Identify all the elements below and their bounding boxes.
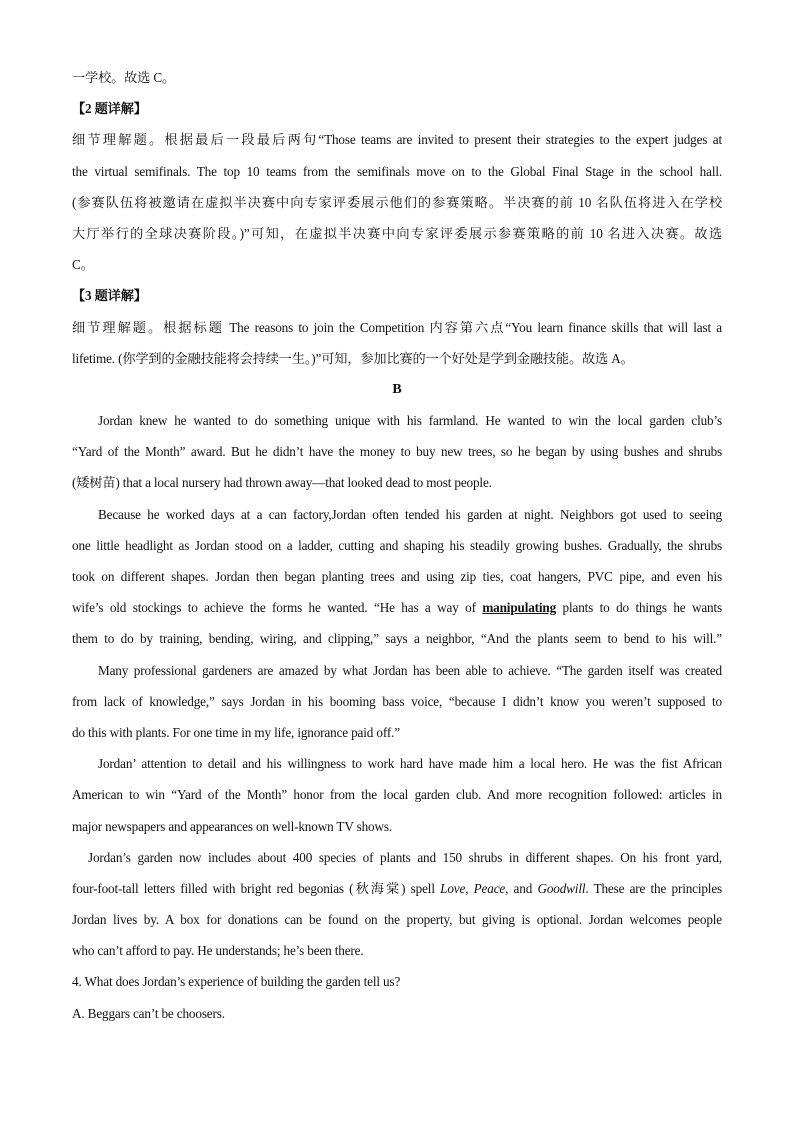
text-line: lifetime. (你学到的金融技能将会持续一生。)”可知，参加比赛的一个好处是学到金融技能。故选 A。 [72, 350, 634, 366]
text-line: C。 [72, 257, 94, 273]
section-heading: 【2 题详解】 [72, 101, 147, 117]
text-line: major newspapers and appearances on well-known TV shows. [72, 818, 392, 834]
text-line [72, 873, 722, 904]
text-line: 一学校。故选 C。 [72, 70, 176, 85]
text-line: (矮树苗) that a local nursery had thrown away—that looked dead to most people. [72, 475, 492, 491]
text-line: the virtual semifinals. The top 10 teams from the semifinals move on to the Global Final Stage in the school hall. [72, 163, 722, 179]
text-line: Jordan lives by. A box for donations can be found on the property, but giving is optional. Jordan welcomes people [72, 912, 722, 928]
text-line: took on different shapes. Jordan then began planting trees and using zip ties, coat hangers, PVC pipe, and even his [72, 569, 722, 584]
text-line: from lack of knowledge,” says Jordan in his booming bass voice, “because I didn’t know you weren’t supposed to [72, 693, 722, 709]
text-segment: , and [505, 880, 538, 896]
text-segment: . These are the principles [585, 880, 722, 896]
answer-option: A. Beggars can’t be choosers. [72, 1005, 225, 1021]
text-line: “Yard of the Month” award. But he didn’t have the money to buy new trees, so he began by using bushes and shrubs [72, 444, 722, 460]
text-line: 大厅举行的全球决赛阶段。)”可知，在虚拟半决赛中向专家评委展示参赛策略的前 10 名进入决赛。故选 [72, 225, 722, 241]
text-line: Jordan knew he wanted to do something unique with his farmland. He wanted to win the local garden club’s [98, 413, 722, 429]
text-line: 细节理解题。根据标题 The reasons to join the Competition 内容第六点“You learn finance skills that will last a [72, 319, 722, 335]
text-segment: wife’s old stockings to achieve the forms he wanted. “He has a way of [72, 600, 483, 616]
document-page [72, 62, 722, 1029]
question-text: 4. What does Jordan’s experience of building the garden tell us? [72, 974, 401, 990]
text-line: Jordan’ attention to detail and his willingness to work hard have made him a local hero. He was the fist African [98, 756, 722, 772]
text-line: one little headlight as Jordan stood on a ladder, cutting and shaping his steadily growing bushes. Gradually, the shrubs [72, 537, 722, 553]
text-segment: , [465, 880, 474, 896]
italic-word: Peace [473, 880, 506, 896]
text-line: Jordan’s garden now includes about 400 species of plants and 150 shrubs in different shapes. On his front yard, [88, 849, 722, 865]
italic-word: Love [440, 880, 466, 896]
text-line: 细节理解题。根据最后一段最后两句“Those teams are invited to present their strategies to the expert judges at [72, 132, 722, 148]
text-segment: four-foot-tall letters filled with bright red begonias (秋海棠) spell [72, 880, 441, 896]
italic-word: Goodwill [537, 880, 586, 896]
text-line: who can’t afford to pay. He understands; he’s been there. [72, 943, 364, 959]
text-line: Because he worked days at a can factory,Jordan often tended his garden at night. Neighbors got used to seeing [98, 506, 722, 522]
text-line: them to do by training, bending, wiring, and clipping,” says a neighbor, “And the plants seem to bend to his will.” [72, 631, 722, 647]
text-line: do this with plants. For one time in my life, ignorance paid off.” [72, 724, 400, 740]
passage-title: B [392, 381, 402, 397]
text-line: Many professional gardeners are amazed by what Jordan has been able to achieve. “The garden itself was created [98, 662, 722, 678]
text-line: (参赛队伍将被邀请在虚拟半决赛中向专家评委展示他们的参赛策略。半决赛的前 10 名队伍将进入在学校 [72, 194, 722, 210]
underlined-word: manipulating [482, 600, 557, 616]
text-line: American to win “Yard of the Month” honor from the local garden club. And more recognition followed: articles in [72, 787, 722, 803]
text-line [72, 592, 722, 623]
section-heading: 【3 题详解】 [72, 288, 147, 304]
text-segment: plants to do things he wants [556, 600, 722, 616]
